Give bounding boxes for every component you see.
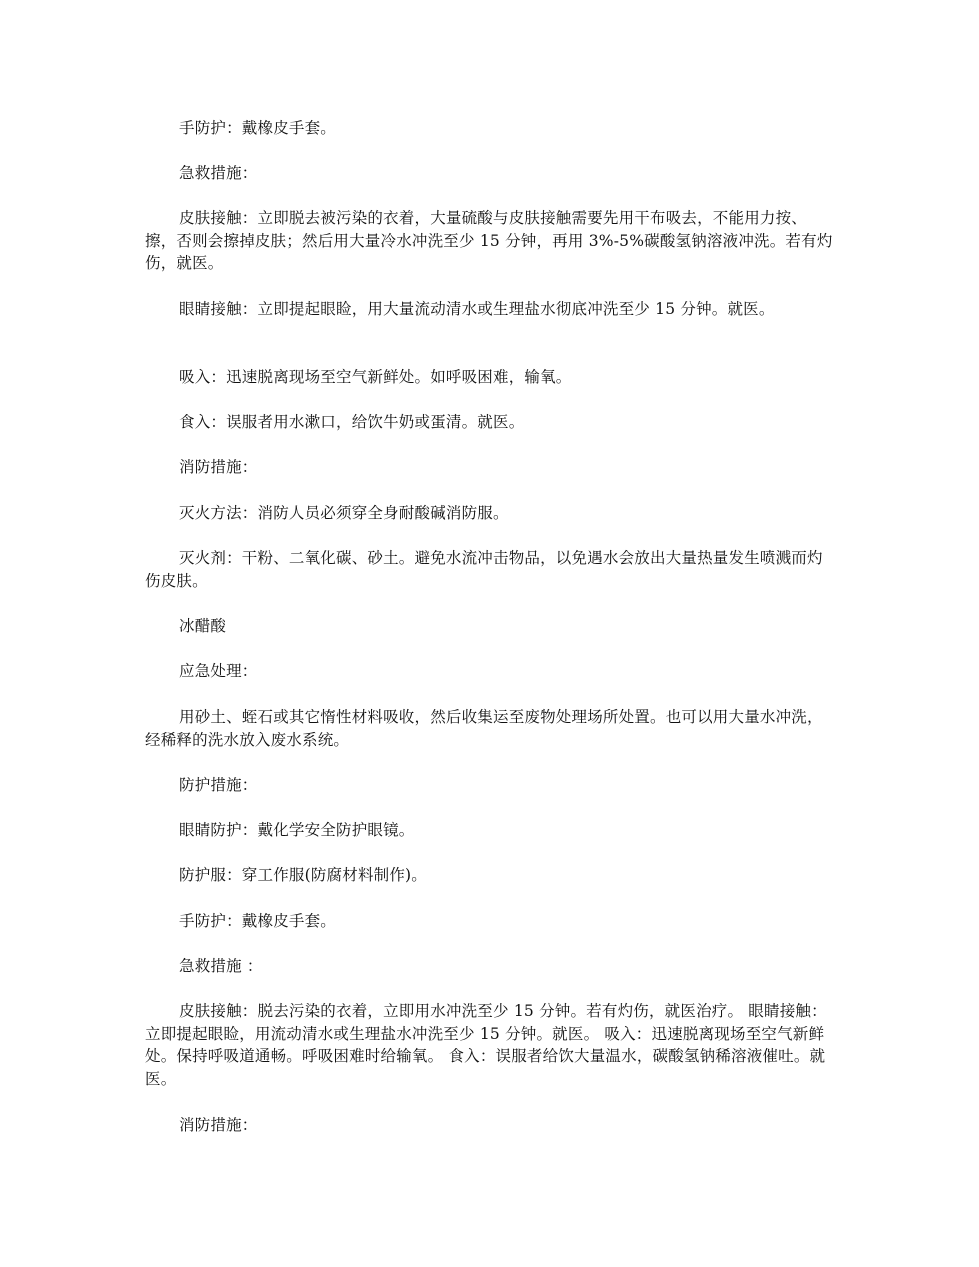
heading-fire-fighting: 消防措施： xyxy=(179,458,258,476)
paragraph-protective-clothing: 防护服：穿工作服(防腐材料制作)。 xyxy=(179,866,427,884)
paragraph-extinguishing-agent: 灭火剂：干粉、二氧化碳、砂土。避免水流冲击物品，以免遇水会放出大量热量发生喷溅而灼伤皮肤。 xyxy=(145,549,823,590)
paragraph-hand-protection-2: 手防护：戴橡皮手套。 xyxy=(179,912,337,930)
heading-fire-fighting-2: 消防措施： xyxy=(179,1116,258,1134)
paragraph-spill-absorption: 用砂土、蛭石或其它惰性材料吸收，然后收集运至废物处理场所处置。也可以用大量水冲洗，经稀释的洗水放入废水系统。 xyxy=(145,708,823,749)
paragraph-first-aid-details: 皮肤接触：脱去污染的衣着，立即用水冲洗至少 15 分钟。若有灼伤，就医治疗。 眼睛接触：立即提起眼睑，用流动清水或生理盐水冲洗至少 15 分钟。就医。 吸入：迅速脱离现场至空气新鲜处。保持呼吸道通畅。呼吸困难时给输氧。 食入：误服者给饮大量温水，碳酸氢钠稀溶液催吐。就医。 xyxy=(145,1002,827,1088)
paragraph-eye-protection: 眼睛防护：戴化学安全防护眼镜。 xyxy=(179,821,415,839)
paragraph-extinguishing-method: 灭火方法：消防人员必须穿全身耐酸碱消防服。 xyxy=(179,504,509,522)
section-title-glacial-acetic-acid: 冰醋酸 xyxy=(179,617,227,635)
paragraph-skin-contact: 皮肤接触：立即脱去被污染的衣着，大量硫酸与皮肤接触需要先用干布吸去，不能用力按、擦，否则会擦掉皮肤；然后用大量冷水冲洗至少 15 分钟，再用 3%-5%碳酸氢钠溶液冲洗。若有灼伤，就医。 xyxy=(145,209,833,272)
heading-first-aid-2: 急救措施 ： xyxy=(179,957,263,975)
paragraph-hand-protection: 手防护：戴橡皮手套。 xyxy=(179,119,337,137)
heading-first-aid: 急救措施： xyxy=(179,164,258,182)
paragraph-ingestion: 食入：误服者用水漱口，给饮牛奶或蛋清。就医。 xyxy=(179,413,525,431)
heading-protective-measures: 防护措施： xyxy=(179,776,258,794)
paragraph-eye-contact: 眼睛接触：立即提起眼睑，用大量流动清水或生理盐水彻底冲洗至少 15 分钟。就医。 xyxy=(179,300,775,318)
paragraph-inhalation: 吸入：迅速脱离现场至空气新鲜处。如呼吸困难，输氧。 xyxy=(179,368,572,386)
heading-emergency-treatment: 应急处理： xyxy=(179,662,258,680)
